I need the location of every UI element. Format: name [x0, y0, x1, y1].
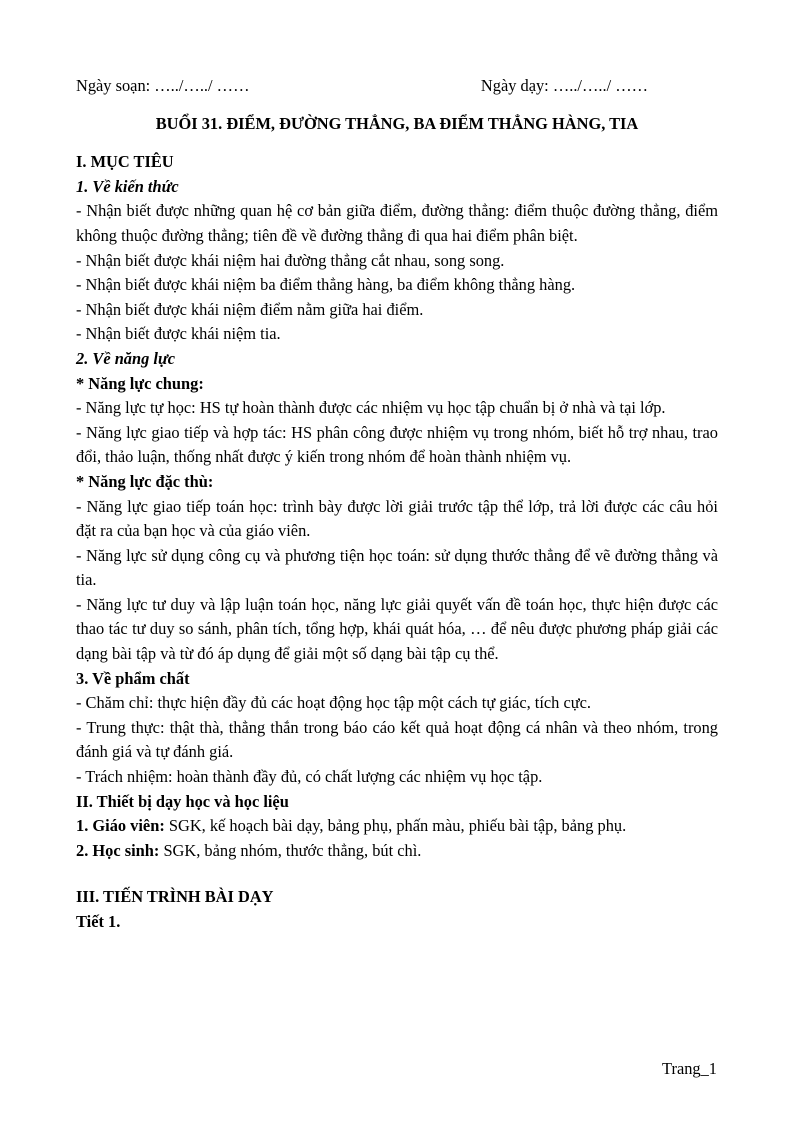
qualities-heading: 3. Về phẩm chất: [76, 668, 190, 688]
spacer: [76, 863, 718, 885]
competence-heading: 2. Về năng lực: [76, 348, 176, 368]
specific-competence-heading: * Năng lực đặc thù:: [76, 471, 214, 491]
general-competence-item: - Năng lực tự học: HS tự hoàn thành được các nhiệm vụ học tập chuẩn bị ở nhà và tại lớp.: [76, 398, 666, 418]
knowledge-item: - Nhận biết được khái niệm ba điểm thẳng hàng, ba điểm không thẳng hàng.: [76, 275, 576, 295]
date-row: [76, 74, 718, 99]
general-competence-heading: * Năng lực chung:: [76, 373, 204, 393]
qualities-item: - Chăm chỉ: thực hiện đầy đủ các hoạt động học tập một cách tự giác, tích cực.: [76, 693, 592, 713]
knowledge-item: - Nhận biết được khái niệm tia.: [76, 324, 281, 344]
section-equipment-heading: II. Thiết bị dạy học và học liệu: [76, 791, 289, 811]
knowledge-item: - Nhận biết được khái niệm điểm nằm giữa hai điểm.: [76, 299, 424, 319]
lesson-title: BUỔI 31. ĐIỂM, ĐƯỜNG THẲNG, BA ĐIỂM THẲNG HÀNG, TIA: [155, 113, 639, 133]
document-page: [76, 74, 718, 935]
teacher-text: SGK, kế hoạch bài dạy, bảng phụ, phấn màu, phiếu bài tập, bảng phụ.: [164, 816, 627, 836]
section-process-heading: III. TIẾN TRÌNH BÀI DẠY: [76, 887, 274, 907]
teacher-label: 1. Giáo viên:: [76, 816, 165, 836]
qualities-item: - Trung thực: thật thà, thẳng thắn trong báo cáo kết quả hoạt động cá nhân và theo nhóm, trong đánh giá và tự đánh giá.: [76, 717, 718, 762]
general-competence-item: - Năng lực giao tiếp và hợp tác: HS phân công được nhiệm vụ trong nhóm, biết hỗ trợ nhau, trao đổi, thảo luận, thống nhất được ý kiến trong nhóm để hoàn thành nhiệm vụ.: [76, 422, 718, 467]
student-equipment: [76, 839, 718, 864]
knowledge-heading: 1. Về kiến thức: [76, 176, 179, 196]
prep-date: Ngày soạn: …../…../ ……: [76, 76, 250, 95]
page-number: Trang_1: [662, 1059, 717, 1078]
qualities-item: - Trách nhiệm: hoàn thành đầy đủ, có chất lượng các nhiệm vụ học tập.: [76, 767, 543, 787]
specific-competence-item: - Năng lực giao tiếp toán học: trình bày được lời giải trước tập thể lớp, trả lời được các câu hỏi đặt ra của bạn học và của giáo viên.: [76, 496, 718, 541]
teacher-equipment: [76, 814, 718, 839]
specific-competence-item: - Năng lực tư duy và lập luận toán học, năng lực giải quyết vấn đề toán học, thực hiện được các thao tác tư duy so sánh, phân tích, tổng hợp, khái quát hóa, … để nêu được phương pháp giải các dạng bài tập và từ đó áp dụng để giải một số dạng bài tập cụ thể.: [76, 594, 718, 664]
section-objectives-heading: I. MỤC TIÊU: [76, 152, 174, 172]
specific-competence-item: - Năng lực sử dụng công cụ và phương tiện học toán: sử dụng thước thẳng để vẽ đường thẳng và tia.: [76, 545, 718, 590]
knowledge-item: - Nhận biết được khái niệm hai đường thẳng cắt nhau, song song.: [76, 250, 505, 270]
teach-date: Ngày dạy: …../…../ ……: [480, 76, 648, 95]
knowledge-item: - Nhận biết được những quan hệ cơ bản giữa điểm, đường thẳng: điểm thuộc đường thẳng, điểm không thuộc đường thẳng; tiên đề về đường thẳng đi qua hai điểm phân biệt.: [76, 201, 718, 245]
student-label: 2. Học sinh:: [76, 840, 160, 860]
period-heading: Tiết 1.: [76, 912, 121, 931]
student-text: SGK, bảng nhóm, thước thẳng, bút chì.: [159, 840, 422, 860]
